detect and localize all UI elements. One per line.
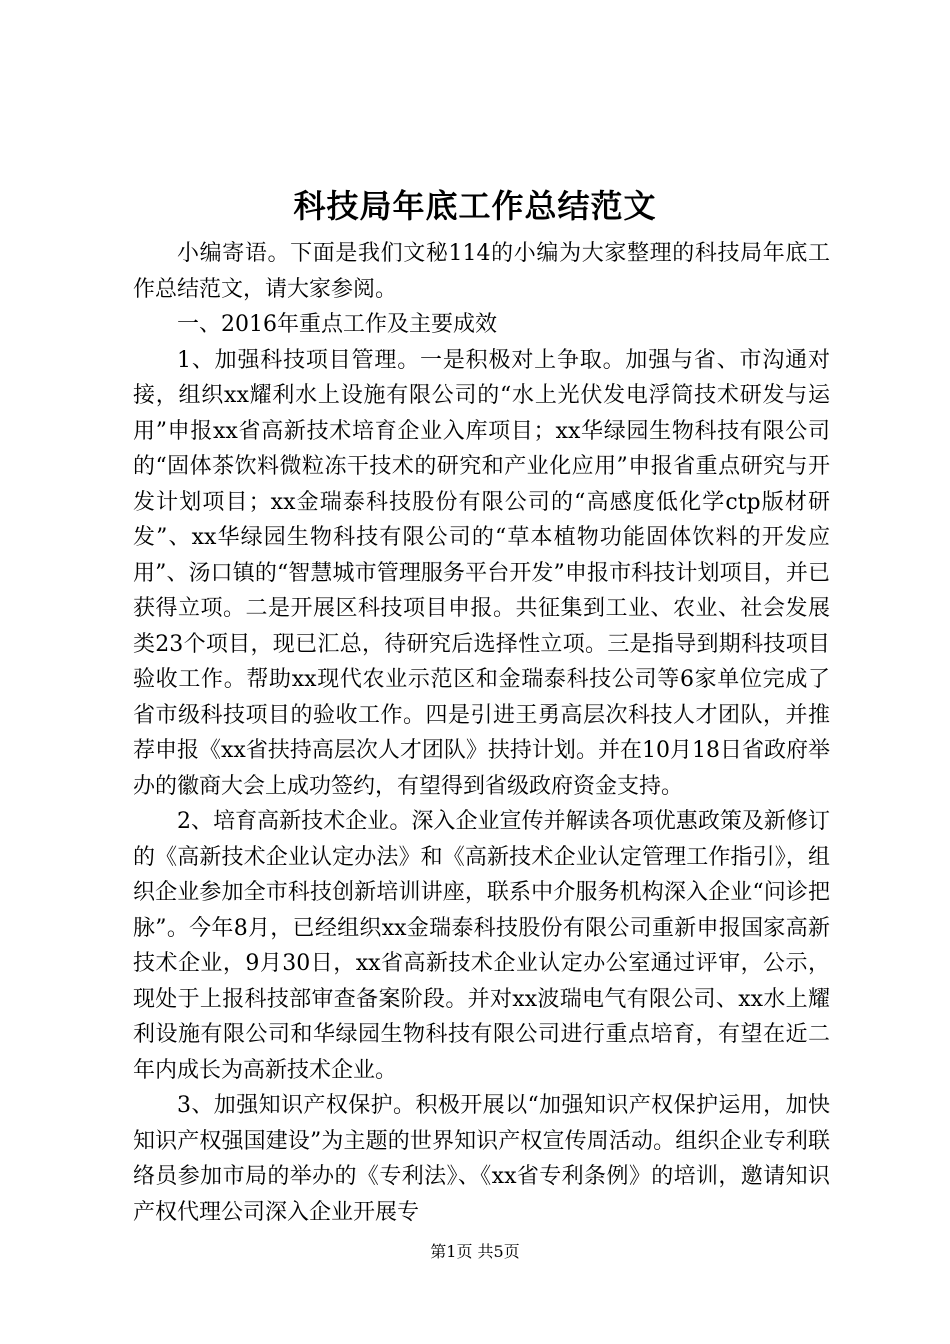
paragraph-intro: 小编寄语。下面是我们文秘114的小编为大家整理的科技局年底工作总结范文，请大家参阅。 xyxy=(133,241,830,302)
document-body xyxy=(133,236,830,1230)
page-number-footer: 第1页 共5页 xyxy=(430,1242,520,1261)
document-title: 科技局年底工作总结范文 xyxy=(293,187,657,225)
paragraph-item-1: 1、加强科技项目管理。一是积极对上争取。加强与省、市沟通对接，组织xx耀利水上设施有限公司的“水上光伏发电浮筒技术研发与运用”申报xx省高新技术培育企业入库项目；xx华绿园生物科技有限公司的“固体茶饮料微粒冻干技术的研究和产业化应用”申报省重点研究与开发计划项目；xx金瑞泰科技股份有限公司的“高感度低化学ctp版材研发”、xx华绿园生物科技有限公司的“草本植物功能固体饮料的开发应用”、汤口镇的“智慧城市管理服务平台开发”申报市科技计划项目，并已获得立项。二是开展区科技项目申报。共征集到工业、农业、社会发展类23个项目，现已汇总，待研究后选择性立项。三是指导到期科技项目验收工作。帮助xx现代农业示范区和金瑞泰科技公司等6家单位完成了省市级科技项目的验收工作。四是引进王勇高层次科技人才团队，并推荐申报《xx省扶持高层次人才团队》扶持计划。并在10月18日省政府举办的徽商大会上成功签约，有望得到省级政府资金支持。 xyxy=(133,347,830,799)
paragraph-item-3: 3、加强知识产权保护。积极开展以“加强知识产权保护运用，加快知识产权强国建设”为主题的世界知识产权宣传周活动。组织企业专利联络员参加市局的举办的《专利法》、《xx省专利条例》的培训，邀请知识产权代理公司深入企业开展专 xyxy=(133,1093,830,1225)
section-heading: 一、2016年重点工作及主要成效 xyxy=(177,312,497,337)
paragraph-item-2: 2、培育高新技术企业。深入企业宣传并解读各项优惠政策及新修订的《高新技术企业认定办法》和《高新技术企业认定管理工作指引》，组织企业参加全市科技创新培训讲座，联系中介服务机构深入企业“问诊把脉”。今年8月，已经组织xx金瑞泰科技股份有限公司重新申报国家高新技术企业，9月30日，xx省高新技术企业认定办公室通过评审，公示，现处于上报科技部审查备案阶段。并对xx波瑞电气有限公司、xx水上耀利设施有限公司和华绿园生物科技有限公司进行重点培育，有望在近二年内成长为高新技术企业。 xyxy=(133,809,830,1083)
